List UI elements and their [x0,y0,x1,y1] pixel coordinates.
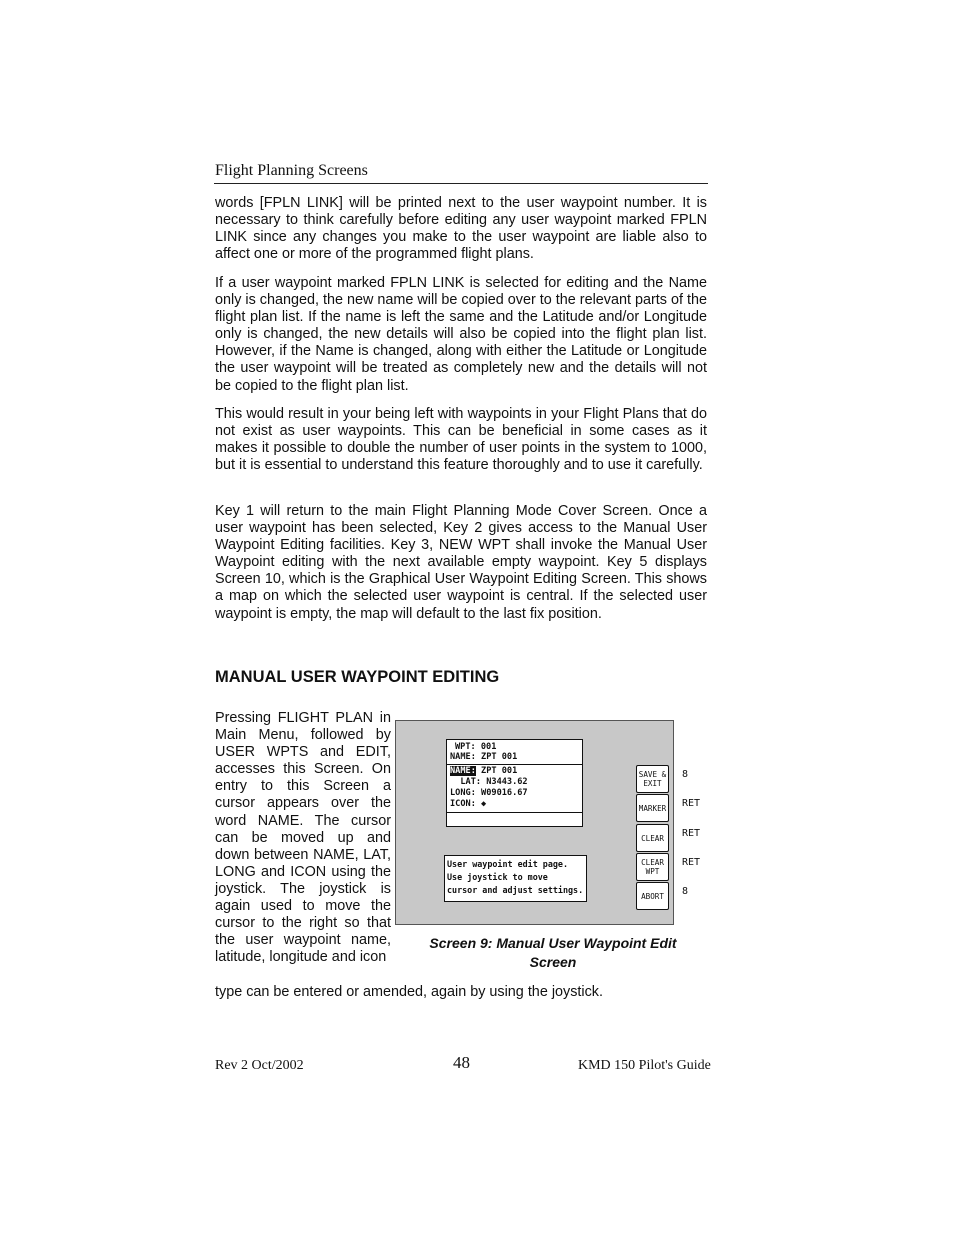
marker-label: MARKER [638,803,667,813]
caption-line-1: Screen 9: Manual User Waypoint Edit [429,935,677,951]
name-edit-line [450,766,517,776]
paragraph-3: This would result in your being left with waypoints in your Flight Plans that do not exist as user waypoints. This can be beneficial in some cases as it makes it possible to double the number of user points in the system to 1000, but it is essential to understand this feature thoroughly and to use it carefully. [215,406,707,474]
waypoint-edit-panel [446,739,583,827]
caption-line-2: Screen [529,954,577,970]
device-screen-figure [395,720,674,925]
clear-wpt-label-1: CLEAR [641,858,664,867]
section-heading: MANUAL USER WAYPOINT EDITING [215,668,500,686]
paragraph-2: If a user waypoint marked FPLN LINK is selected for editing and the Name only is changed, the new name will be copied over to the relevant parts of the flight plan list. If the name is left the same and the Latitude and/or Longitude only is changed, the new details will also be copied into the flight plan list. However, if the Name is changed, along with either the Latitude or Longitude the user waypoint will be treated as completely new and the details will not be copied to the flight plan list. [215,275,707,394]
name-edit-value[interactable]: ZPT 001 [475,766,518,776]
abort-label: ABORT [641,891,664,901]
section-side-text: Pressing FLIGHT PLAN in Main Menu, followed by USER WPTS and EDIT, accesses this Screen. On entry to this Screen a cursor appears over the word NAME. The cursor can be moved up and down between NAME, LAT, LONG and ICON using the joystick. The joystick is again used to move the cursor to the right so that the user waypoint name, latitude, longitude and icon [215,710,391,966]
key-label-clear-wpt: RET [682,857,701,868]
key-label-clear: RET [682,828,701,839]
name-cursor[interactable]: NAME: [450,766,476,776]
key-label-abort: 8 [682,886,689,897]
wpt-name-line: NAME: ZPT 001 [450,752,518,762]
help-message-line-1: User waypoint edit page. [447,859,569,869]
help-message-line-3: cursor and adjust settings. [447,885,584,895]
marker-button[interactable] [636,794,669,822]
key-label-marker: RET [682,798,701,809]
figure-caption [408,934,698,972]
section-tail-text: type can be entered or amended, again by using the joystick. [215,984,603,1000]
clear-wpt-button[interactable] [636,853,669,881]
paragraph-4: Key 1 will return to the main Flight Planning Mode Cover Screen. Once a user waypoint has been selected, Key 2 gives access to the Manual User Waypoint Editing facilities. Key 3, NEW WPT shall invoke the Manual User Waypoint editing with the next available empty waypoint. Key 5 displays Screen 10, which is the Graphical User Waypoint Editing Screen. This shows a map on which the selected user waypoint is central. If the selected user waypoint is empty, the map will default to the last fix position. [215,503,707,622]
key-label-save-exit: 8 [682,769,689,780]
header-rule [214,183,708,184]
icon-line[interactable]: ICON: ◆ [450,799,487,809]
footer-guide-title: KMD 150 Pilot's Guide [578,1058,711,1073]
clear-wpt-label-2: WPT [645,867,660,876]
clear-button[interactable] [636,824,669,852]
lat-line[interactable]: LAT: N3443.62 [450,777,528,787]
panel-divider [447,764,582,765]
save-exit-label-2: EXIT [643,779,662,788]
save-exit-button[interactable] [636,765,669,793]
abort-button[interactable] [636,882,669,910]
panel-bottom-divider [447,812,582,813]
long-line[interactable]: LONG: W09016.67 [450,788,528,798]
wpt-number-line: WPT: 001 [455,742,497,752]
paragraph-1: words [FPLN LINK] will be printed next to the user waypoint number. It is necessary to think carefully before editing any user waypoint marked FPLN LINK since any changes you make to the user waypoint are liable also to affect one or more of the programmed flight plans. [215,195,707,263]
save-exit-label-1: SAVE & [638,770,667,779]
page-header-title: Flight Planning Screens [215,162,368,179]
footer-page-number: 48 [453,1053,470,1072]
clear-label: CLEAR [641,833,664,843]
help-message-box [444,855,587,902]
footer-revision: Rev 2 Oct/2002 [215,1058,304,1073]
help-message-line-2: Use joystick to move [447,872,548,882]
